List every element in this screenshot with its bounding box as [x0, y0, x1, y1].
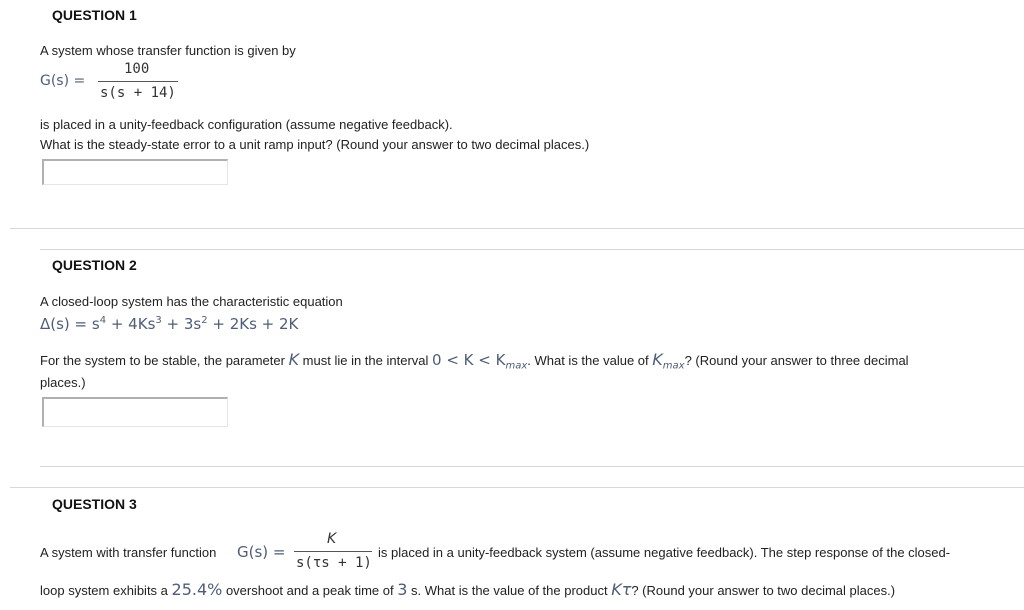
q3-denominator: s(τs + 1) — [296, 555, 372, 571]
q1-fraction-bar — [98, 81, 178, 82]
question-1-title: QUESTION 1 — [52, 7, 137, 23]
q3-text-b: is placed in a unity-feedback system (assume negative feedback). The step response of the closed- — [378, 545, 951, 560]
q3-text-a: A system with transfer function — [40, 545, 217, 560]
q3-question-line2: loop system exhibits a 25.4% overshoot and a peak time of 3 s. What is the value of the product Kτ? (Round your answer to two decimal places.) — [40, 580, 896, 599]
q3-fraction-bar — [294, 551, 372, 552]
question-3-title: QUESTION 3 — [52, 496, 137, 512]
q1-numerator: 100 — [124, 61, 150, 77]
q1-text-line2: What is the steady-state error to a unit ramp input? (Round your answer to two decimal places.) — [40, 137, 590, 152]
divider-q2 — [40, 466, 1024, 467]
q1-denominator: s(s + 14) — [100, 85, 176, 101]
q1-answer-input[interactable] — [42, 159, 228, 185]
q2-answer-input[interactable] — [42, 397, 228, 427]
q2-intro-text: A closed-loop system has the characteristic equation — [40, 294, 343, 309]
q2-characteristic-equation: $\Delta(s) = s^4 + 4Ks^3 + 3s^2 + 2Ks + 2K$ — [40, 315, 299, 333]
q3-gs-label: G(s) = — [237, 543, 286, 561]
q2-question-line2: places.) — [40, 375, 86, 390]
divider-q3-top — [10, 487, 1024, 488]
divider-q2-top — [40, 249, 1024, 250]
divider-q1 — [10, 228, 1024, 229]
q1-gs-label: G(s) = — [40, 73, 86, 89]
question-2-title: QUESTION 2 — [52, 257, 137, 273]
q3-numerator: K — [327, 531, 337, 547]
q1-intro-text: A system whose transfer function is given by — [40, 43, 296, 58]
q2-question-line1: For the system to be stable, the parameter K must lie in the interval $0 < K < K_{max}$. What is the value of $K_{max}$? (Round your answer to three decimal — [40, 350, 909, 372]
q1-text-line1: is placed in a unity-feedback configuration (assume negative feedback). — [40, 117, 453, 132]
